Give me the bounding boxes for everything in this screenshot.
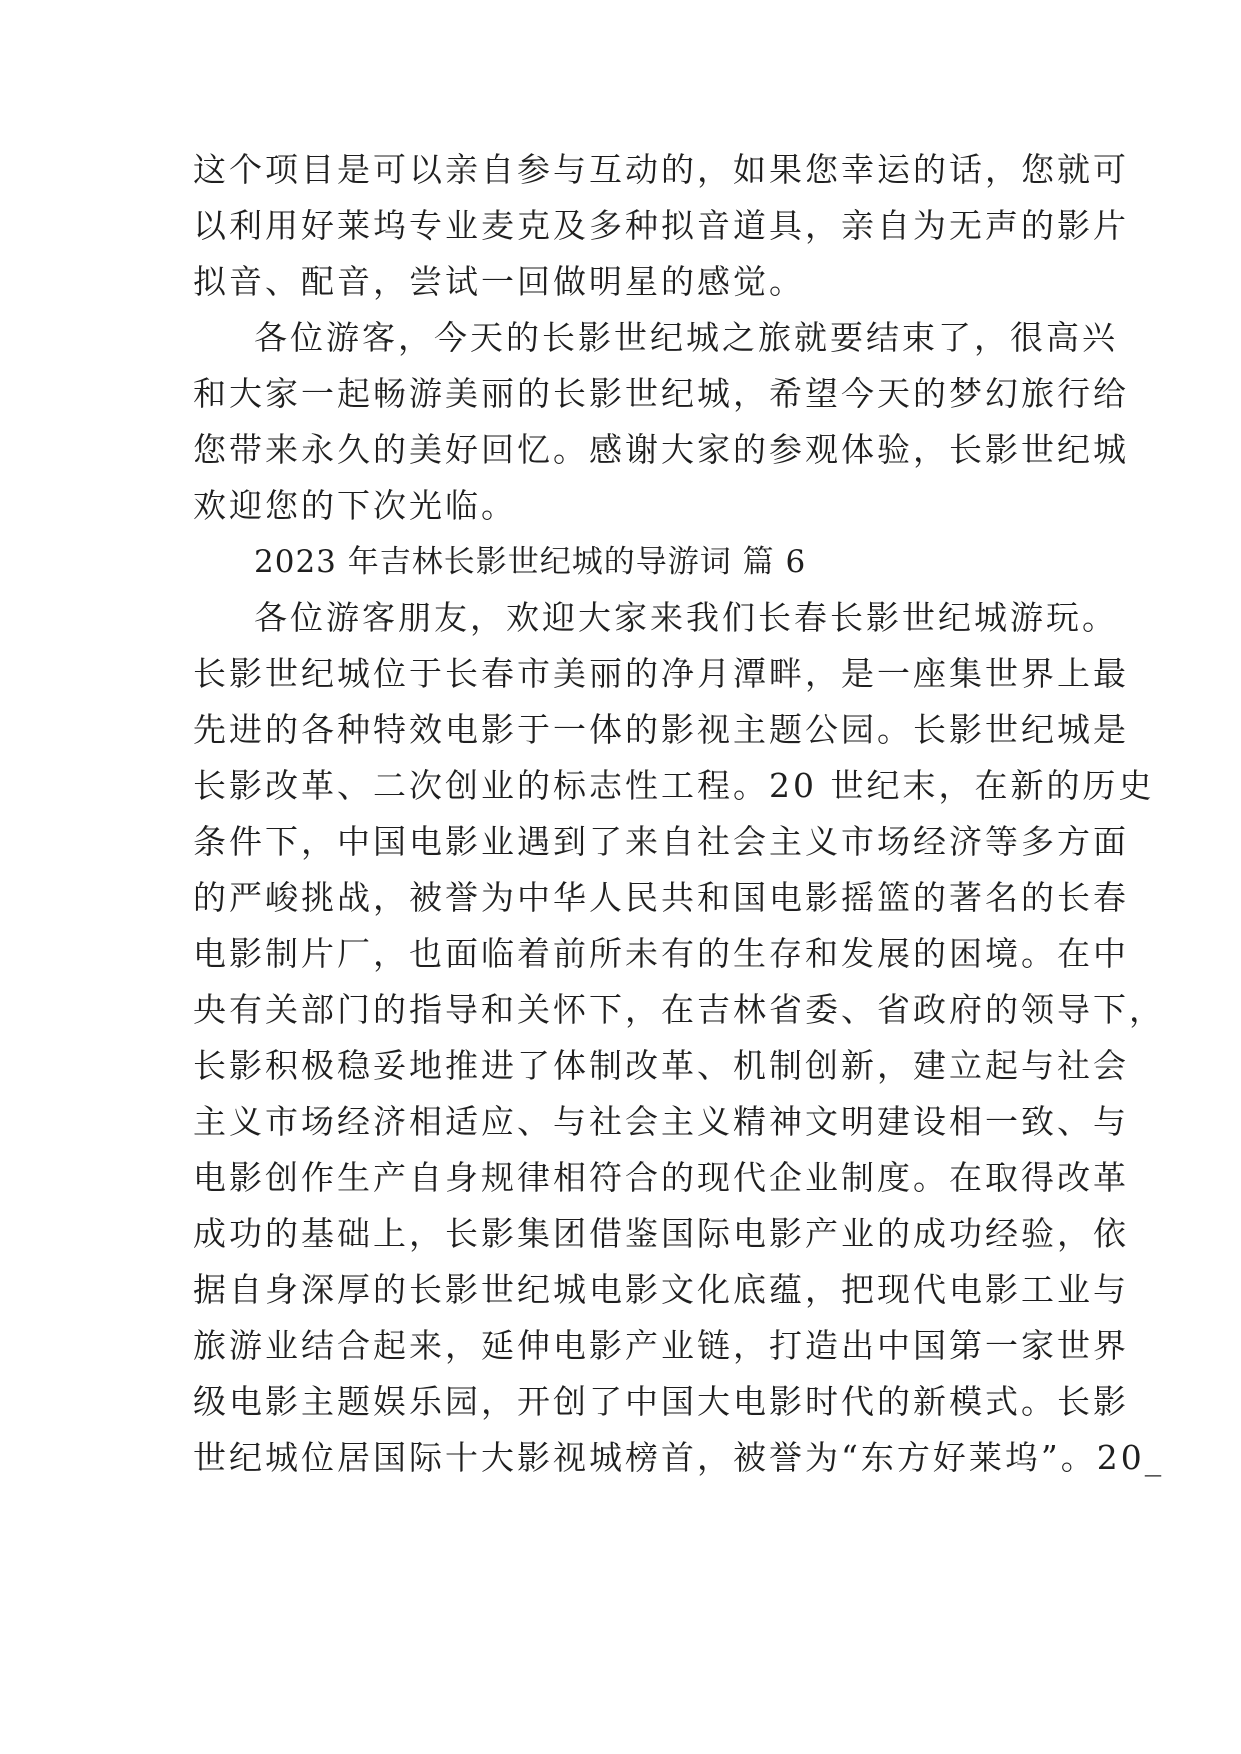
paragraph-first-line: 各位游客，今天的长影世纪城之旅就要结束了，很高兴 (254, 318, 1118, 357)
text-line: 据自身深厚的长影世纪城电影文化底蕴，把现代电影工业与 (193, 1270, 1129, 1309)
text-line: 旅游业结合起来，延伸电影产业链，打造出中国第一家世界 (193, 1326, 1129, 1365)
text-line: 和大家一起畅游美丽的长影世纪城，希望今天的梦幻旅行给 (193, 374, 1129, 413)
text-line: 条件下，中国电影业遇到了来自社会主义市场经济等多方面 (193, 822, 1129, 861)
paragraph-first-line: 各位游客朋友，欢迎大家来我们长春长影世纪城游玩。 (254, 598, 1118, 637)
text-line: 世纪城位居国际十大影视城榜首，被誉为“东方好莱坞”。20_ (193, 1438, 1165, 1477)
text-line: 您带来永久的美好回忆。感谢大家的参观体验，长影世纪城 (193, 430, 1129, 469)
text-line: 电影创作生产自身规律相符合的现代企业制度。在取得改革 (193, 1158, 1129, 1197)
text-line: 这个项目是可以亲自参与互动的，如果您幸运的话，您就可 (193, 150, 1129, 189)
section-heading: 2023 年吉林长影世纪城的导游词 篇 6 (254, 544, 807, 580)
text-line: 成功的基础上，长影集团借鉴国际电影产业的成功经验，依 (193, 1214, 1129, 1253)
text-line: 级电影主题娱乐园，开创了中国大电影时代的新模式。长影 (193, 1382, 1129, 1421)
text-line: 央有关部门的指导和关怀下，在吉林省委、省政府的领导下， (193, 990, 1165, 1029)
text-line: 长影世纪城位于长春市美丽的净月潭畔，是一座集世界上最 (193, 654, 1129, 693)
text-line: 的严峻挑战，被誉为中华人民共和国电影摇篮的著名的长春 (193, 878, 1129, 917)
text-line: 电影制片厂，也面临着前所未有的生存和发展的困境。在中 (193, 934, 1129, 973)
text-line: 先进的各种特效电影于一体的影视主题公园。长影世纪城是 (193, 710, 1129, 749)
text-line: 主义市场经济相适应、与社会主义精神文明建设相一致、与 (193, 1102, 1129, 1141)
text-line: 以利用好莱坞专业麦克及多种拟音道具，亲自为无声的影片 (193, 206, 1129, 245)
text-line: 欢迎您的下次光临。 (193, 486, 517, 525)
text-line: 长影积极稳妥地推进了体制改革、机制创新，建立起与社会 (193, 1046, 1129, 1085)
text-line: 拟音、配音，尝试一回做明星的感觉。 (193, 262, 805, 301)
text-line: 长影改革、二次创业的标志性工程。20 世纪末，在新的历史 (193, 766, 1155, 805)
